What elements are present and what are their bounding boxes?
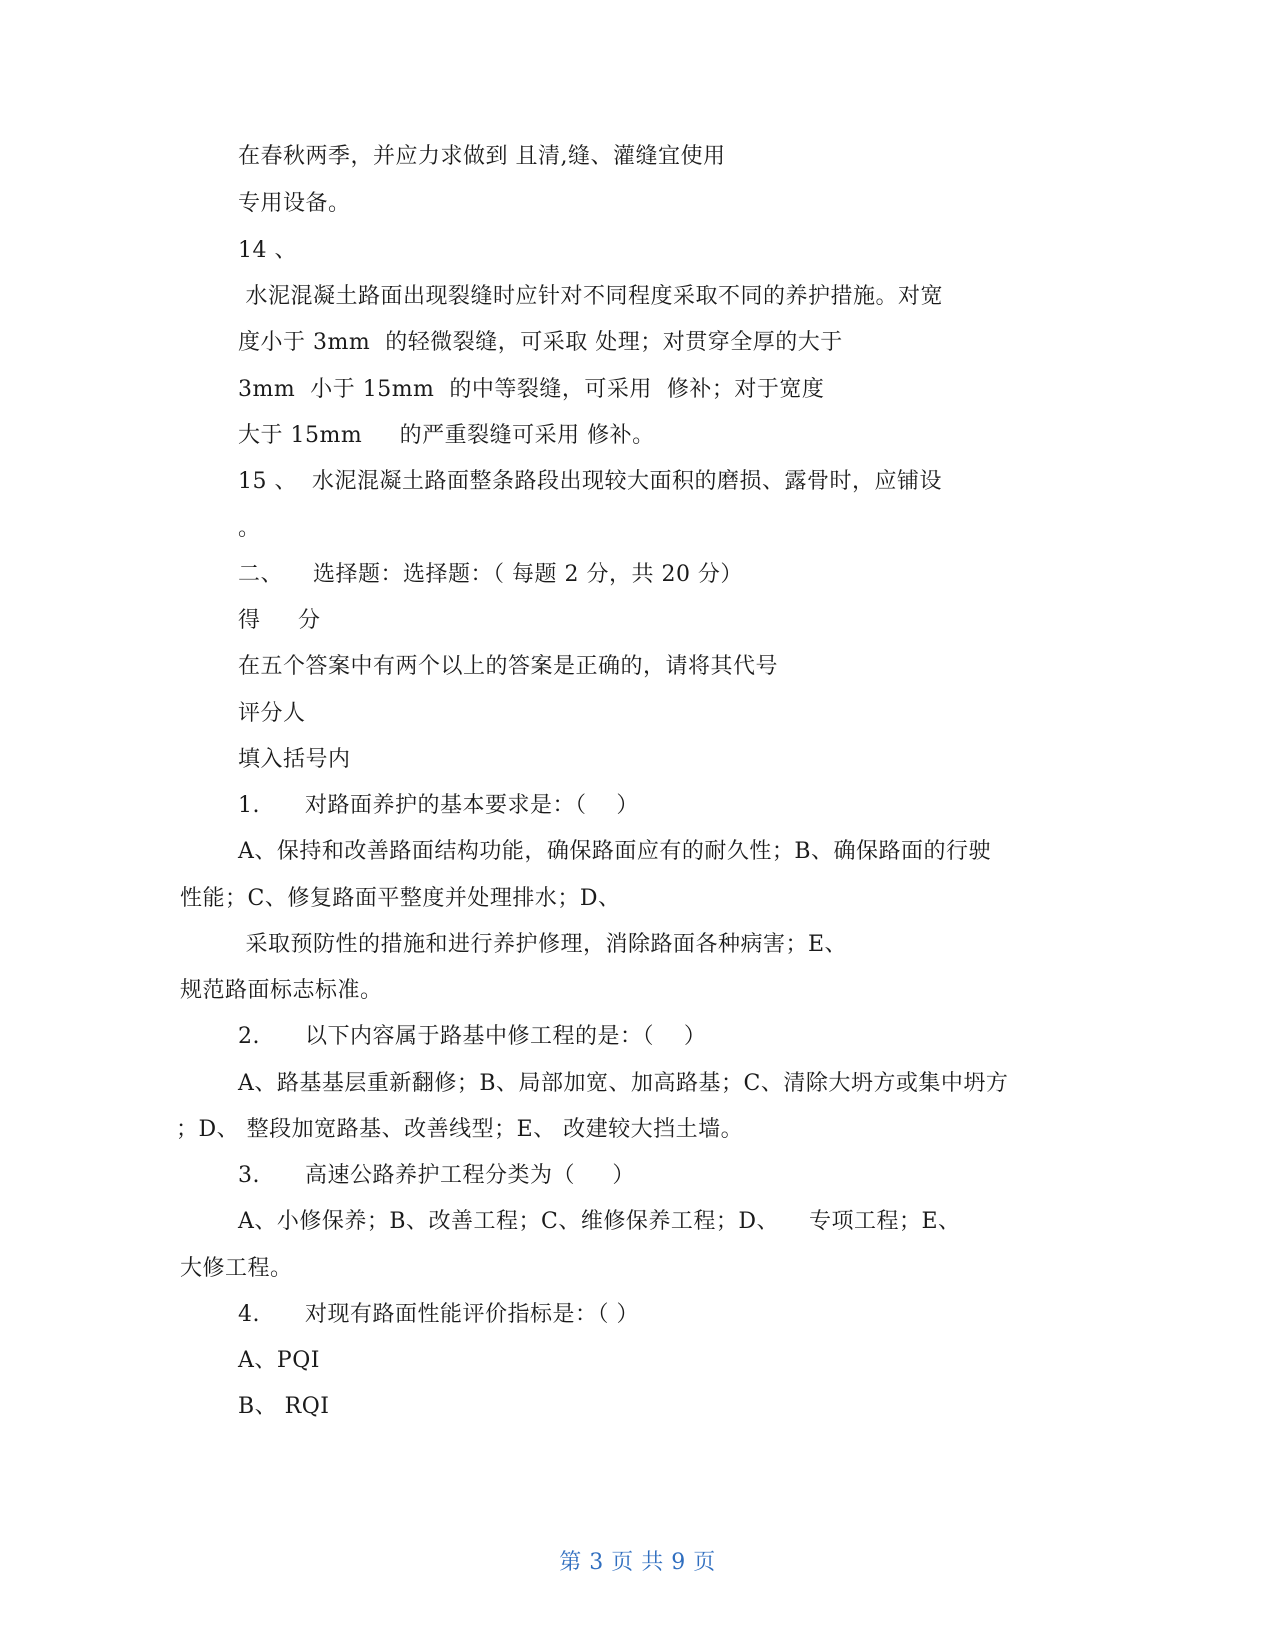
choice-1-options-line-1: A、保持和改善路面结构功能，确保路面应有的耐久性；B、确保路面的行驶 <box>238 839 992 864</box>
choice-question-4: 4. 对现有路面性能评价指标是：（ ） <box>238 1302 639 1327</box>
choice-question-1: 1. 对路面养护的基本要求是：（ ） <box>238 793 639 818</box>
text-line-5: 度小于 3mm 的轻微裂缝，可采取 处理；对贯穿全厚的大于 <box>238 330 843 355</box>
instructions-line-1: 在五个答案中有两个以上的答案是正确的，请将其代号 <box>238 654 779 679</box>
choice-question-2: 2. 以下内容属于路基中修工程的是：（ ） <box>238 1024 707 1049</box>
text-line-1: 在春秋两季，并应力求做到 且清,缝、灌缝宜使用 <box>238 144 726 169</box>
question-14-number: 14 、 <box>238 238 297 263</box>
instructions-line-2: 填入括号内 <box>238 747 351 772</box>
choice-2-options-line-1: A、路基基层重新翻修；B、局部加宽、加高路基；C、清除大坍方或集中坍方 <box>238 1071 1009 1096</box>
text-line-2: 专用设备。 <box>238 191 351 216</box>
choice-2-options-line-2: ；D、 整段加宽路基、改善线型；E、 改建较大挡土墙。 <box>176 1117 744 1142</box>
grader-label: 评分人 <box>238 701 306 726</box>
page-number-footer: 第 3 页 共 9 页 <box>559 1550 716 1575</box>
choice-question-3: 3. 高速公路养护工程分类为（ ） <box>238 1163 635 1188</box>
text-line-7: 大于 15mm 的严重裂缝可采用 修补。 <box>238 423 655 448</box>
choice-3-options-line-2: 大修工程。 <box>180 1256 293 1281</box>
section-two-heading: 二、 选择题：选择题：（ 每题 2 分，共 20 分） <box>238 562 743 587</box>
question-14-text: 水泥混凝土路面出现裂缝时应针对不同程度采取不同的养护措施。对宽 <box>238 284 943 309</box>
question-15-text: 15 、 水泥混凝土路面整条路段出现较大面积的磨损、露骨时，应铺设 <box>238 469 942 494</box>
text-line-9: 。 <box>238 516 261 541</box>
choice-3-options-line-1: A、小修保养；B、改善工程；C、维修保养工程；D、 专项工程；E、 <box>238 1209 961 1234</box>
choice-4-option-a: A、PQI <box>238 1348 320 1373</box>
choice-1-options-line-2: 性能；C、修复路面平整度并处理排水；D、 <box>180 886 621 911</box>
choice-4-option-b: B、 RQI <box>238 1394 330 1419</box>
text-line-6: 3mm 小于 15mm 的中等裂缝，可采用 修补；对于宽度 <box>238 377 825 402</box>
choice-1-options-line-4: 规范路面标志标准。 <box>180 978 383 1003</box>
score-label: 得 分 <box>238 608 321 633</box>
choice-1-options-line-3: 采取预防性的措施和进行养护修理，消除路面各种病害；E、 <box>238 932 848 957</box>
